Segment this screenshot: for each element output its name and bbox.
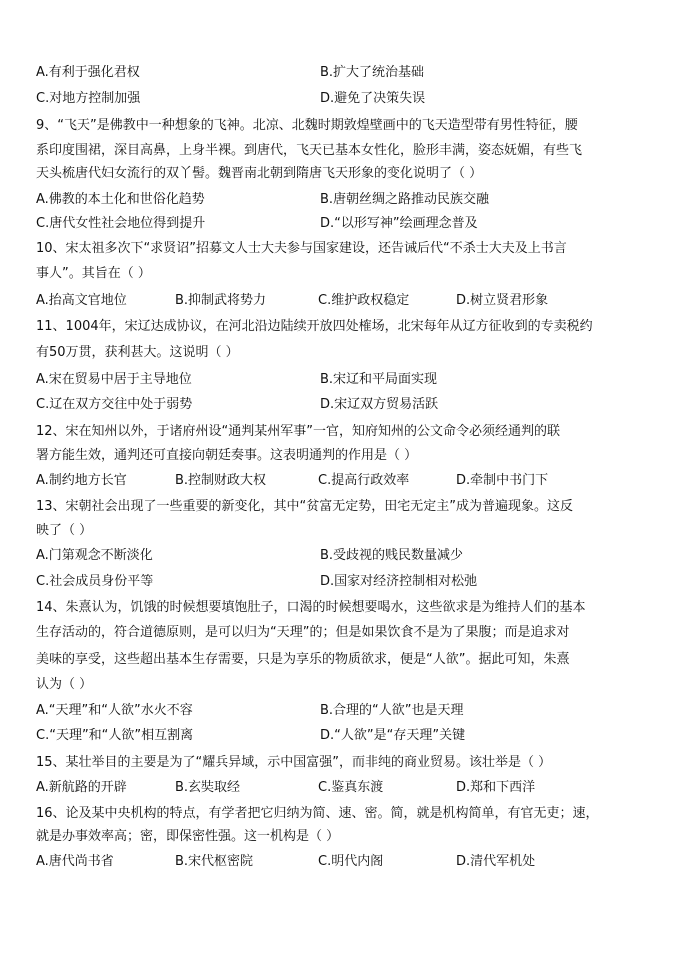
answer-option: B.抑制武将势力: [175, 293, 267, 308]
question-text-line: 15、某壮举目的主要是为了“耀兵异域，示中国富强”，而非纯的商业贸易。该壮举是（ ）: [36, 755, 552, 770]
answer-option: D.避免了决策失误: [320, 91, 426, 106]
answer-option: C.社会成员身份平等: [36, 574, 154, 589]
answer-option: C.提高行政效率: [318, 473, 410, 488]
question-text-line: 13、宋朝社会出现了一些重要的新变化，其中“贫富无定势，田宅无定主”成为普遍现象。这反: [36, 499, 574, 514]
answer-option: A.抬高文官地位: [36, 293, 127, 308]
answer-option: A.唐代尚书省: [36, 854, 114, 869]
answer-option: C.明代内阁: [318, 854, 384, 869]
answer-option: A.新航路的开辟: [36, 780, 127, 795]
question-text-line: 9、“飞天”是佛教中一种想象的飞神。北凉、北魏时期敦煌壁画中的飞天造型带有男性特征，腰: [36, 118, 578, 133]
answer-option: D.宋辽双方贸易活跃: [320, 397, 439, 412]
answer-option: B.宋辽和平局面实现: [320, 372, 438, 387]
answer-option: B.受歧视的贱民数量减少: [320, 548, 464, 563]
answer-option: B.玄奘取经: [175, 780, 241, 795]
answer-option: B.唐朝丝绸之路推动民族交融: [320, 192, 490, 207]
question-text-line: 署方能生效，通判还可直接向朝廷奏事。这表明通判的作用是（ ）: [36, 448, 418, 463]
answer-option: C.维护政权稳定: [318, 293, 410, 308]
answer-option: C.唐代女性社会地位得到提升: [36, 216, 206, 231]
question-text-line: 生存活动的，符合道德原则，是可以归为“天理”的；但是如果饮食不是为了果腹；而是追求对: [36, 625, 570, 640]
answer-option: C.对地方控制加强: [36, 91, 141, 106]
answer-option: D.清代军机处: [456, 854, 536, 869]
question-text-line: 有50万贯，获利甚大。这说明（ ）: [36, 345, 239, 360]
answer-option: C.“天理”和“人欲”相互割离: [36, 728, 194, 743]
answer-option: A.有利于强化君权: [36, 65, 140, 80]
question-text-line: 就是办事效率高；密，即保密性强。这一机构是（ ）: [36, 829, 340, 844]
question-text-line: 14、朱熹认为，饥饿的时候想要填饱肚子，口渴的时候想要喝水，这些欲求是为维持人们的基本: [36, 600, 586, 615]
answer-option: C.鉴真东渡: [318, 780, 384, 795]
answer-option: B.扩大了统治基础: [320, 65, 425, 80]
answer-option: D.郑和下西洋: [456, 780, 536, 795]
answer-option: B.控制财政大权: [175, 473, 267, 488]
question-text-line: 12、宋在知州以外，于诸府州设“通判某州军事”一官，知府知州的公文命令必须经通判的联: [36, 424, 561, 439]
answer-option: A.“天理”和“人欲”水火不容: [36, 703, 193, 718]
answer-option: D.牵制中书门下: [456, 473, 549, 488]
answer-option: B.宋代枢密院: [175, 854, 254, 869]
answer-option: A.门第观念不断淡化: [36, 548, 153, 563]
question-text-line: 天头梳唐代妇女流行的双丫髻。魏晋南北朝到隋唐飞天形象的变化说明了（ ）: [36, 166, 483, 181]
question-text-line: 11、1004年，宋辽达成协议，在河北沿边陆续开放四处榷场，北宋每年从辽方征收到的专卖税约: [36, 319, 593, 334]
answer-option: D.“以形写神”绘画理念普及: [320, 216, 478, 231]
question-text-line: 美味的享受，这些超出基本生存需要，只是为享乐的物质欲求，便是“人欲”。据此可知，朱熹: [36, 652, 570, 667]
question-text-line: 16、论及某中央机构的特点，有学者把它归纳为简、速、密。简，就是机构简单，有官无吏；速，: [36, 806, 599, 821]
answer-option: C.辽在双方交往中处于弱势: [36, 397, 193, 412]
question-text-line: 系印度围裙，深目高鼻，上身半裸。到唐代，飞天已基本女性化，脸形丰满，姿态妩媚，有些飞: [36, 143, 583, 158]
answer-option: D.“人欲”是“存天理”关键: [320, 728, 466, 743]
question-text-line: 事人”。其旨在（ ）: [36, 266, 151, 281]
question-text-line: 映了（ ）: [36, 523, 93, 538]
question-text-line: 认为（ ）: [36, 677, 93, 692]
question-text-line: 10、宋太祖多次下“求贤诏”招募文人士大夫参与国家建设，还告诫后代“不杀士大夫及上书言: [36, 241, 567, 256]
answer-option: D.树立贤君形象: [456, 293, 549, 308]
answer-option: B.合理的“人欲”也是天理: [320, 703, 464, 718]
answer-option: A.佛教的本土化和世俗化趋势: [36, 192, 205, 207]
answer-option: A.制约地方长官: [36, 473, 127, 488]
answer-option: D.国家对经济控制相对松弛: [320, 574, 478, 589]
answer-option: A.宋在贸易中居于主导地位: [36, 372, 192, 387]
